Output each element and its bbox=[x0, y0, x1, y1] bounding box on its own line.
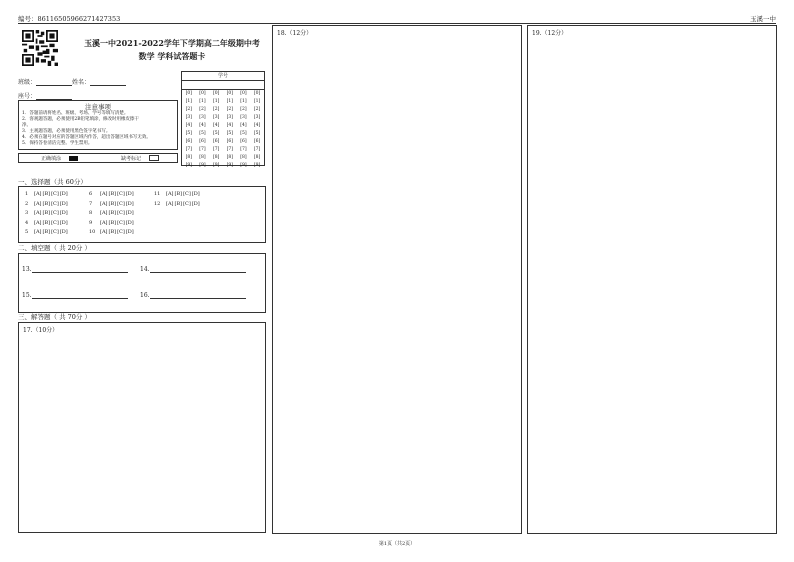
choice-option-bubble[interactable]: [D] bbox=[191, 200, 200, 207]
choice-option-bubble[interactable]: [B] bbox=[42, 191, 51, 197]
student-id-bubble[interactable]: [5] bbox=[253, 131, 261, 136]
student-id-bubble[interactable]: [6] bbox=[212, 139, 220, 144]
choice-option-bubble[interactable]: [B] bbox=[42, 219, 51, 226]
choice-option-bubble[interactable]: [D] bbox=[59, 229, 68, 236]
choice-option-bubble[interactable]: [A] bbox=[100, 219, 108, 226]
choice-row bbox=[25, 228, 69, 238]
header-serial: 编号：86116505966271427353 bbox=[18, 15, 121, 23]
choice-option-bubble[interactable]: [D] bbox=[59, 219, 68, 226]
student-id-bubble[interactable]: [4] bbox=[253, 123, 261, 128]
student-id-bubble[interactable]: [2] bbox=[199, 107, 206, 112]
choice-group bbox=[89, 190, 135, 238]
fill-q16-label: 16. bbox=[140, 292, 150, 299]
student-id-bubble[interactable]: [1] bbox=[212, 99, 220, 104]
student-id-bubble[interactable]: [4] bbox=[226, 123, 233, 128]
choice-option-bubble[interactable]: [C] bbox=[51, 219, 59, 226]
choice-group bbox=[25, 190, 69, 238]
student-id-bubble[interactable]: [9] bbox=[185, 163, 193, 168]
student-id-bubble[interactable]: [3] bbox=[226, 115, 233, 120]
choice-option-bubble[interactable]: [C] bbox=[183, 200, 191, 207]
seat-field[interactable] bbox=[36, 93, 72, 100]
choice-option-bubble[interactable]: [D] bbox=[59, 210, 68, 217]
choice-option-bubble[interactable]: [D] bbox=[191, 191, 200, 197]
section-answer-title: 三、解答题（ 共 70分 ） bbox=[18, 313, 91, 321]
student-id-bubble[interactable]: [8] bbox=[253, 155, 261, 160]
fill-q16-line[interactable] bbox=[150, 292, 246, 299]
class-label: 班级： bbox=[18, 79, 37, 86]
fill-q14-line[interactable] bbox=[150, 266, 246, 273]
student-id-bubble[interactable]: [9] bbox=[253, 163, 261, 168]
fill-q16 bbox=[140, 292, 246, 299]
student-id-bubble[interactable]: [2] bbox=[185, 107, 193, 112]
fill-q15-label: 15. bbox=[22, 292, 32, 299]
fill-q15 bbox=[22, 292, 128, 299]
student-id-bubble[interactable]: [6] bbox=[253, 139, 261, 144]
choice-option-bubble[interactable]: [A] bbox=[100, 200, 108, 207]
choice-option-bubble[interactable]: [A] bbox=[34, 219, 42, 226]
choice-number: 10 bbox=[89, 229, 96, 236]
notes-line: 1．答题前请将姓名、班级、考场、学号等填写清楚。 bbox=[22, 111, 129, 116]
student-id-column bbox=[199, 90, 205, 170]
student-id-bubble[interactable]: [8] bbox=[226, 155, 233, 160]
student-id-bubble[interactable]: [5] bbox=[185, 131, 193, 136]
student-id-bubble[interactable]: [8] bbox=[185, 155, 193, 160]
choice-option-bubble[interactable]: [B] bbox=[108, 200, 117, 207]
seat-label: 座号： bbox=[18, 93, 37, 100]
choice-row bbox=[89, 200, 135, 210]
student-id-bubble[interactable]: [1] bbox=[199, 99, 206, 104]
header-divider bbox=[18, 23, 776, 24]
choice-option-bubble[interactable]: [D] bbox=[59, 200, 68, 207]
student-id-bubble[interactable]: [5] bbox=[226, 131, 233, 136]
student-id-column bbox=[227, 90, 233, 170]
notes-line: 净。 bbox=[22, 123, 31, 128]
choice-row bbox=[154, 190, 201, 200]
student-id-bubble[interactable]: [4] bbox=[212, 123, 220, 128]
student-id-bubble[interactable]: [3] bbox=[212, 115, 220, 120]
student-id-bubble[interactable]: [3] bbox=[185, 115, 193, 120]
class-name-row bbox=[18, 77, 126, 86]
student-id-bubble[interactable]: [8] bbox=[199, 155, 206, 160]
answer-area-q19[interactable] bbox=[527, 25, 777, 534]
choice-option-bubble[interactable]: [C] bbox=[117, 191, 125, 197]
student-id-bubble[interactable]: [6] bbox=[185, 139, 193, 144]
student-id-grid bbox=[181, 71, 265, 166]
choice-option-bubble[interactable]: [C] bbox=[51, 210, 59, 217]
student-id-bubble[interactable]: [8] bbox=[240, 155, 247, 160]
student-id-bubble[interactable]: [7] bbox=[226, 147, 233, 152]
choice-option-bubble[interactable]: [D] bbox=[125, 200, 134, 207]
student-id-bubble[interactable]: [5] bbox=[240, 131, 247, 136]
exam-title-line2: 数学 学科试答题卡 bbox=[138, 51, 206, 61]
choice-option-bubble[interactable]: [A] bbox=[34, 200, 42, 207]
student-id-bubble[interactable]: [2] bbox=[240, 107, 247, 112]
notes-line: 2．客观题答题，必须使用2B铅笔填涂，修改时用橡皮擦干 bbox=[22, 117, 140, 122]
choice-row bbox=[25, 219, 69, 229]
choice-row bbox=[89, 209, 135, 219]
choice-option-bubble[interactable]: [D] bbox=[125, 229, 134, 236]
student-id-bubble[interactable]: [6] bbox=[240, 139, 247, 144]
choice-answer-box bbox=[18, 186, 266, 243]
student-id-bubble[interactable]: [2] bbox=[253, 107, 261, 112]
name-field[interactable] bbox=[90, 79, 126, 86]
student-id-bubble[interactable]: [0] bbox=[226, 91, 233, 96]
choice-option-bubble[interactable]: [A] bbox=[166, 200, 174, 207]
choice-number: 1 bbox=[25, 191, 29, 197]
choice-option-bubble[interactable]: [B] bbox=[174, 191, 183, 197]
student-id-bubble[interactable]: [9] bbox=[240, 163, 247, 168]
choice-number: 5 bbox=[25, 229, 29, 236]
choice-row bbox=[25, 209, 69, 219]
student-id-bubble[interactable]: [9] bbox=[199, 163, 206, 168]
student-id-bubble[interactable]: [7] bbox=[199, 147, 206, 152]
absent-checkbox[interactable] bbox=[149, 155, 159, 161]
q19-label: 19.（12分） bbox=[532, 30, 568, 37]
choice-number: 12 bbox=[154, 200, 161, 207]
fill-q15-line[interactable] bbox=[32, 292, 128, 299]
choice-option-bubble[interactable]: [A] bbox=[100, 229, 108, 236]
choice-option-bubble[interactable]: [A] bbox=[34, 229, 42, 236]
notes-line: 3．主观题答题，必须使用黑色签字笔书写。 bbox=[22, 129, 111, 134]
seat-row bbox=[18, 91, 72, 100]
choice-row bbox=[89, 190, 135, 200]
choice-option-bubble[interactable]: [B] bbox=[108, 229, 117, 236]
fill-q13-line[interactable] bbox=[32, 266, 128, 273]
student-id-bubble[interactable]: [0] bbox=[253, 91, 261, 96]
correct-fill-label: 正确填涂 bbox=[41, 156, 62, 162]
notes-line: 4．必须在题号对应的答题区域内作答，超出答题区域书写无效。 bbox=[22, 135, 151, 140]
student-id-bubble[interactable]: [5] bbox=[212, 131, 220, 136]
choice-number: 4 bbox=[25, 219, 29, 226]
choice-option-bubble[interactable]: [C] bbox=[51, 191, 59, 197]
choice-option-bubble[interactable]: [B] bbox=[108, 191, 117, 197]
choice-row bbox=[89, 219, 135, 229]
choice-row bbox=[25, 190, 69, 200]
student-id-label: 学号 bbox=[182, 72, 264, 81]
choice-row bbox=[25, 200, 69, 210]
choice-option-bubble[interactable]: [C] bbox=[117, 200, 125, 207]
student-id-bubble[interactable]: [1] bbox=[253, 99, 261, 104]
notes-line: 5．保持答卷清洁完整。学生禁用。 bbox=[22, 141, 93, 146]
fill-example bbox=[18, 153, 178, 163]
student-id-bubble[interactable]: [1] bbox=[226, 99, 233, 104]
choice-row bbox=[154, 200, 201, 210]
choice-option-bubble[interactable]: [A] bbox=[166, 191, 174, 197]
student-id-write-row[interactable] bbox=[182, 81, 264, 90]
exam-title-line1: 玉溪一中2021-2022学年下学期高二年级期中考 bbox=[84, 38, 260, 48]
student-id-column bbox=[186, 90, 192, 170]
student-id-bubble[interactable]: [7] bbox=[212, 147, 220, 152]
student-id-bubble[interactable]: [3] bbox=[253, 115, 261, 120]
choice-option-bubble[interactable]: [B] bbox=[42, 229, 51, 236]
student-id-bubble[interactable]: [2] bbox=[212, 107, 220, 112]
choice-option-bubble[interactable]: [A] bbox=[100, 210, 108, 217]
student-id-bubble[interactable]: [5] bbox=[199, 131, 206, 136]
student-id-bubble[interactable]: [1] bbox=[185, 99, 193, 104]
fill-q13-label: 13. bbox=[22, 266, 32, 273]
student-id-bubble[interactable]: [9] bbox=[226, 163, 233, 168]
notes-title: 注意事项 bbox=[85, 103, 111, 111]
student-id-bubble[interactable]: [7] bbox=[185, 147, 193, 152]
student-id-bubble[interactable]: [7] bbox=[240, 147, 247, 152]
student-id-bubble[interactable]: [6] bbox=[199, 139, 206, 144]
fill-answer-box bbox=[18, 253, 266, 313]
q18-label: 18.（12分） bbox=[277, 30, 313, 37]
student-id-column bbox=[240, 90, 246, 170]
student-id-bubble[interactable]: [3] bbox=[240, 115, 247, 120]
choice-option-bubble[interactable]: [C] bbox=[117, 219, 125, 226]
choice-number: 6 bbox=[89, 191, 93, 197]
choice-option-bubble[interactable]: [A] bbox=[34, 210, 42, 217]
filled-box-icon bbox=[69, 156, 78, 161]
student-id-bubble[interactable]: [3] bbox=[199, 115, 206, 120]
choice-number: 8 bbox=[89, 210, 93, 217]
fill-q13 bbox=[22, 266, 128, 273]
choice-option-bubble[interactable]: [C] bbox=[183, 191, 191, 197]
choice-option-bubble[interactable]: [A] bbox=[34, 191, 42, 197]
choice-option-bubble[interactable]: [D] bbox=[125, 219, 134, 226]
choice-number: 7 bbox=[89, 200, 93, 207]
student-id-bubble[interactable]: [4] bbox=[185, 123, 193, 128]
choice-row bbox=[89, 228, 135, 238]
choice-option-bubble[interactable]: [C] bbox=[51, 200, 59, 207]
student-id-bubble[interactable]: [4] bbox=[240, 123, 247, 128]
section-choice-title: 一、选择题（共 60分） bbox=[18, 178, 87, 186]
student-id-bubble[interactable]: [0] bbox=[185, 91, 193, 96]
student-id-bubble[interactable]: [8] bbox=[212, 155, 220, 160]
student-id-bubbles bbox=[182, 90, 264, 170]
student-id-bubble[interactable]: [0] bbox=[240, 91, 247, 96]
qr-code-icon bbox=[22, 30, 58, 66]
name-label: 姓名： bbox=[72, 79, 91, 86]
student-id-bubble[interactable]: [6] bbox=[226, 139, 233, 144]
choice-option-bubble[interactable]: [C] bbox=[117, 210, 125, 217]
student-id-column bbox=[254, 90, 260, 170]
student-id-bubble[interactable]: [1] bbox=[240, 99, 247, 104]
answer-area-q18[interactable] bbox=[272, 25, 522, 534]
student-id-bubble[interactable]: [0] bbox=[212, 91, 220, 96]
choice-option-bubble[interactable]: [C] bbox=[117, 229, 125, 236]
choice-option-bubble[interactable]: [D] bbox=[125, 210, 134, 217]
choice-number: 3 bbox=[25, 210, 29, 217]
student-id-bubble[interactable]: [2] bbox=[226, 107, 233, 112]
student-id-column bbox=[213, 90, 219, 170]
student-id-bubble[interactable]: [9] bbox=[212, 163, 220, 168]
student-id-bubble[interactable]: [4] bbox=[199, 123, 206, 128]
choice-option-bubble[interactable]: [B] bbox=[42, 210, 51, 217]
notes-box bbox=[18, 100, 178, 150]
choice-group bbox=[154, 190, 201, 209]
section-fill-title: 二、填空题（ 共 20分 ） bbox=[18, 244, 91, 252]
fill-q14 bbox=[140, 266, 246, 273]
choice-option-bubble[interactable]: [B] bbox=[108, 219, 117, 226]
class-field[interactable] bbox=[36, 79, 72, 86]
choice-option-bubble[interactable]: [B] bbox=[174, 200, 183, 207]
choice-number: 11 bbox=[154, 191, 161, 197]
choice-option-bubble[interactable]: [D] bbox=[125, 191, 134, 197]
header-school: 玉溪一中 bbox=[750, 15, 776, 23]
choice-option-bubble[interactable]: [D] bbox=[59, 191, 68, 197]
answer-area-q17[interactable] bbox=[18, 322, 266, 533]
choice-option-bubble[interactable]: [B] bbox=[108, 210, 117, 217]
student-id-bubble[interactable]: [7] bbox=[253, 147, 261, 152]
choice-number: 9 bbox=[89, 219, 93, 226]
choice-option-bubble[interactable]: [A] bbox=[100, 191, 108, 197]
student-id-bubble[interactable]: [0] bbox=[199, 91, 206, 96]
choice-number: 2 bbox=[25, 200, 29, 207]
exam-title bbox=[72, 37, 272, 63]
q17-label: 17.（10分） bbox=[23, 327, 59, 334]
choice-option-bubble[interactable]: [B] bbox=[42, 200, 51, 207]
choice-option-bubble[interactable]: [C] bbox=[51, 229, 59, 236]
fill-q14-label: 14. bbox=[140, 266, 150, 273]
absent-mark-label: 缺考标记 bbox=[121, 156, 142, 162]
page-number: 第1页（共2页） bbox=[378, 541, 416, 547]
